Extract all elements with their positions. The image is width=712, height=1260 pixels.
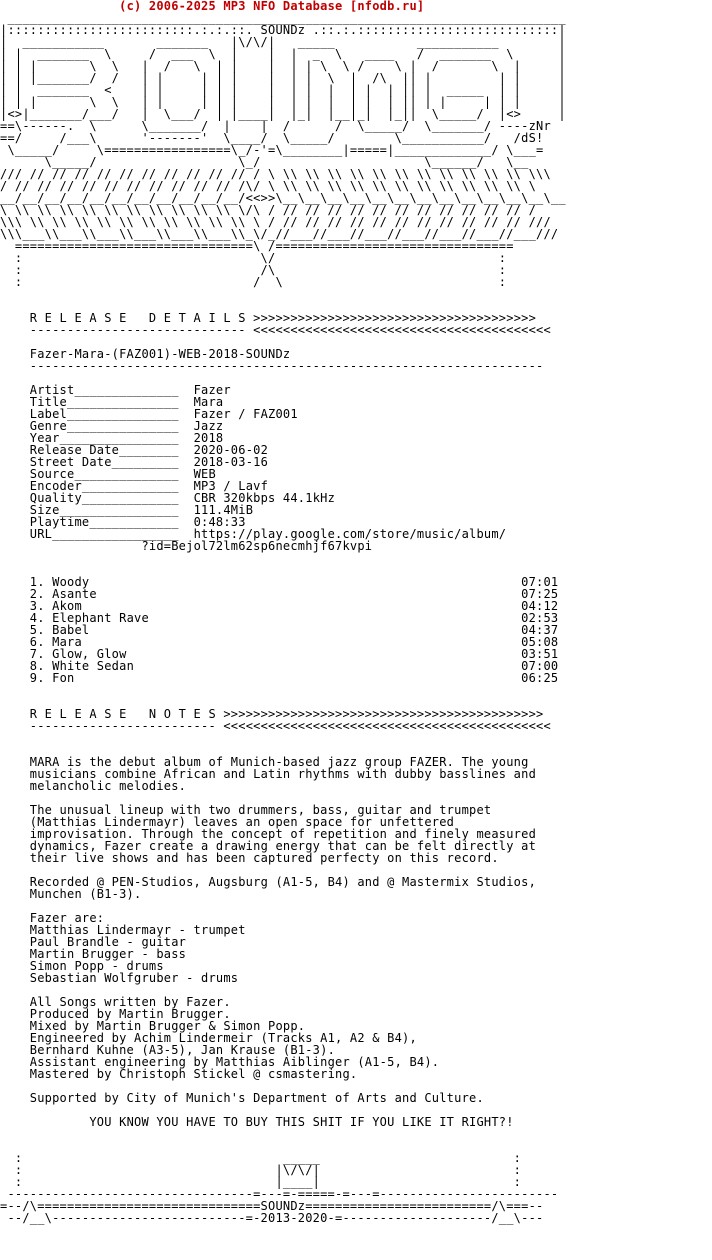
field-leader: _________ — [111, 455, 179, 469]
track-number: 7. — [29, 647, 45, 661]
weave-art-line: /// // // // // // // // // // // / \ \\ \\ \\ \\ \\ \\ \\ \\ \\ \\ \\ \\\ — [0, 167, 551, 181]
track-number: 1. — [29, 575, 45, 589]
track-title: Akom — [52, 599, 82, 613]
track-title: Glow, Glow — [52, 647, 127, 661]
notes-text: Martin Brugger - bass — [29, 947, 187, 961]
footer-art — [0, 1152, 566, 1224]
notes-text: dynamics, Fazer create a drawing energy that can be felt directly at — [29, 839, 537, 853]
track-title: Asante — [52, 587, 97, 601]
track-time: 07:00 — [521, 659, 559, 673]
field-label: Year — [29, 431, 60, 445]
spacer — [0, 1128, 566, 1140]
weave-art-line: ================================\ /================================ — [0, 239, 514, 253]
field-label: Source — [29, 467, 75, 481]
track-time: 06:25 — [521, 671, 559, 685]
notes-text: Fazer are: — [29, 911, 105, 925]
track-time: 07:01 — [521, 575, 559, 589]
track-title: Woody — [52, 575, 90, 589]
spacer — [0, 684, 566, 696]
field-leader: ____________ — [89, 515, 179, 529]
notes-line — [0, 972, 566, 984]
field-value: WEB — [193, 467, 216, 481]
field-value[interactable]: https://play.google.com/store/music/album/ — [193, 527, 507, 541]
field-value: Mara — [193, 395, 224, 409]
notes-line — [0, 888, 566, 900]
notes-text: musicians combine African and Latin rhythms with dubby basslines and — [29, 767, 537, 781]
field-label: Artist — [29, 383, 75, 397]
release-notes-title: R E L E A S E N O T E S — [29, 707, 216, 721]
spacer — [0, 552, 566, 564]
release-name-rule — [0, 360, 566, 372]
track-number: 3. — [29, 599, 45, 613]
field-leader: _____________ — [81, 491, 179, 505]
notes-text: Mixed by Martin Brugger & Simon Popp. — [29, 1019, 306, 1033]
field-value: Fazer — [193, 383, 231, 397]
release-name: Fazer-Mara-(FAZ001)-WEB-2018-SOUNDz — [29, 347, 291, 361]
closing-text: YOU KNOW YOU HAVE TO BUY THIS SHIT IF YOU LIKE IT RIGHT?! — [89, 1115, 514, 1129]
credit-text: (c) 2006-2025 MP3 NFO Database [nfodb.ru] — [119, 0, 425, 13]
track-time: 04:37 — [521, 623, 559, 637]
notes-text: (Matthias Lindermayr) leaves an open space for unfettered — [29, 815, 455, 829]
notes-text: Engineered by Achim Lindermeir (Tracks A1, A2 & B4), — [29, 1031, 417, 1045]
release-notes-underline — [0, 720, 566, 732]
heading-arrows: >>>>>>>>>>>>>>>>>>>>>>>>>>>>>>>>>>>>>>>>>>> — [223, 707, 544, 721]
field-label: Size — [29, 503, 60, 517]
field-value: Jazz — [193, 419, 224, 433]
notes-line — [0, 780, 566, 792]
weave-art-line: : / \ : — [0, 275, 507, 289]
footer-art-line: ---------------------------------=---=-=====-=---=------------------------ — [0, 1187, 559, 1201]
release-notes-body — [0, 756, 566, 1104]
notes-line — [0, 852, 566, 864]
track-number: 4. — [29, 611, 45, 625]
weave-art-line: : /\ : — [0, 263, 507, 277]
footer-art-line: =--/\==============================SOUNDz=========================/\===-- — [0, 1199, 544, 1213]
track-title: Mara — [52, 635, 82, 649]
notes-text: Matthias Lindermayr - trumpet — [29, 923, 246, 937]
logo-art-line: | ___________ _______ |\/\/| _____ ___________ | — [0, 35, 566, 49]
track-number: 2. — [29, 587, 45, 601]
release-details-underline — [0, 324, 566, 336]
spacer — [0, 288, 566, 300]
field-value: 111.4MiB — [193, 503, 254, 517]
field-value: 2020-06-02 — [193, 443, 269, 457]
track-sep — [45, 671, 52, 685]
weave-art-line: / // // // // // // // // // // /\/ \ \\ \\ \\ \\ \\ \\ \\ \\ \\ \\ \\ \ — [0, 179, 537, 193]
notes-text: Bernhard Kuhne (A3-5), Jan Krause (B1-3). — [29, 1043, 336, 1057]
field-label: Encoder — [29, 479, 82, 493]
notes-text: The unusual lineup with two drummers, bass, guitar and trumpet — [29, 803, 492, 817]
rule-dashes: --------------------------------------------------------------------- — [29, 359, 544, 373]
notes-text: Paul Brandle - guitar — [29, 935, 187, 949]
field-value: 0:48:33 — [193, 515, 246, 529]
track-title: White Sedan — [52, 659, 135, 673]
notes-line — [0, 1092, 566, 1104]
track-number: 6. — [29, 635, 45, 649]
track-time: 07:25 — [521, 587, 559, 601]
notes-text: Mastered by Christoph Stickel @ csmastering. — [29, 1067, 358, 1081]
field-value: 2018-03-16 — [193, 455, 269, 469]
tracklist — [0, 576, 566, 684]
release-details-title: R E L E A S E D E T A I L S — [29, 311, 246, 325]
logo-art-line: | | _______ \ / ___ \ | | | _ \ ____ / _______ \ | — [0, 47, 566, 61]
closing-line — [0, 1116, 566, 1128]
notes-text: Recorded @ PEN-Studios, Augsburg (A1-5, B4) and @ Mastermix Studios, — [29, 875, 537, 889]
field-leader: _____________ — [81, 479, 179, 493]
url-continuation[interactable]: ?id=Bejol72lm62sp6necmhjf67kvpi — [141, 539, 373, 553]
logo-art-line: ==/ /___\ '-------' \____/ \_____/ \___________/ /dS! — [0, 131, 544, 145]
track-number: 8. — [29, 659, 45, 673]
field-label: Quality — [29, 491, 82, 505]
field-label: Genre — [29, 419, 68, 433]
field-leader: _______________ — [67, 419, 179, 433]
logo-art-line: | | |_______/ / | | | | | | | | \ | /\ || | | | | — [0, 71, 566, 85]
field-leader: _______________ — [67, 395, 179, 409]
track-number: 9. — [29, 671, 45, 685]
logo-art-line: | | | \ \ | / \ | | | | | \ \ / \ | / \ | | — [0, 59, 566, 73]
underline-dashes: ------------------------- — [29, 719, 216, 733]
logo-art-line: |:::::::::::::::::::::::::.:.:.::. SOUNDz .::.:.:::::::::::::::::::::::::::| — [0, 23, 566, 37]
notes-text: All Songs written by Fazer. — [29, 995, 231, 1009]
notes-text: Supported by City of Munich's Department of Arts and Culture. — [29, 1091, 484, 1105]
notes-text: Assistant engineering by Matthias Aiblinger (A1-5, B4). — [29, 1055, 440, 1069]
track-time: 02:53 — [521, 611, 559, 625]
underline-arrows: <<<<<<<<<<<<<<<<<<<<<<<<<<<<<<<<<<<<<<<<<<<< — [223, 719, 551, 733]
field-leader: ________________ — [59, 503, 179, 517]
track-title: Elephant Rave — [52, 611, 149, 625]
weave-border-art — [0, 168, 566, 288]
notes-text: improvisation. Through the concept of repetition and finely measured — [29, 827, 537, 841]
field-leader: ________________ — [59, 431, 179, 445]
track-number: 5. — [29, 623, 45, 637]
notes-line — [0, 1068, 566, 1080]
underline-dashes: ----------------------------- — [29, 323, 246, 337]
field-label: Title — [29, 395, 68, 409]
field-value: MP3 / Lavf — [193, 479, 269, 493]
weave-art-line: \ \\ \\ \\ \\ \\ \\ \\ \\ \\ \\ \/\ / // // // // // // // // // // // / — [0, 203, 537, 217]
track-fill — [74, 671, 521, 685]
release-fields — [0, 384, 566, 540]
field-leader: _________________ — [52, 527, 179, 541]
field-leader: ______________ — [74, 467, 179, 481]
field-value: Fazer / FAZ001 — [193, 407, 298, 421]
url-continuation-line — [0, 540, 566, 552]
logo-art-line: \_____/ \=================\_/-'=\________|=====|_____________/ \___= — [0, 143, 544, 157]
footer-art-line: : |____| : — [0, 1175, 522, 1189]
field-label: Release Date — [29, 443, 120, 457]
notes-text: Produced by Martin Brugger. — [29, 1007, 231, 1021]
field-label: Street Date — [29, 455, 112, 469]
soundz-logo-art — [0, 12, 566, 168]
logo-art-line: | | _______ < | | | | | | | | | | | | || | _____ | | | — [0, 83, 566, 97]
field-leader: _______________ — [67, 407, 179, 421]
field-value: 2018 — [193, 431, 224, 445]
logo-art-line: | | | \ \ | | | | | | | | | | | | || | | | | | | — [0, 95, 566, 109]
logo-art-line: |<>|_______/___/ | \___/ | |____| |_| |__|_| |_|| \_____/ |<> | — [0, 107, 566, 121]
heading-arrows: >>>>>>>>>>>>>>>>>>>>>>>>>>>>>>>>>>>>>> — [253, 311, 537, 325]
notes-text: Simon Popp - drums — [29, 959, 164, 973]
track-title: Fon — [52, 671, 75, 685]
spacer — [0, 732, 566, 744]
logo-art-line: \_____/ \_/ \______/ \__ — [0, 155, 529, 169]
track-row — [0, 672, 566, 684]
track-time: 03:51 — [521, 647, 559, 661]
field-label: URL — [29, 527, 53, 541]
logo-art-line: ___________________________________________________________________________ — [0, 11, 566, 25]
weave-art-line: \\\ \\ \\ \\ \\ \\ \\ \\ \\ \\ \\ \ / // // // // // // // // // // // /// — [0, 215, 551, 229]
track-time: 05:08 — [521, 635, 559, 649]
notes-text: melancholic melodies. — [29, 779, 187, 793]
field-leader: ______________ — [74, 383, 179, 397]
notes-text: their live shows and has been captured perfecty on this record. — [29, 851, 499, 865]
track-time: 04:12 — [521, 599, 559, 613]
footer-art-line: : |\/\/| : — [0, 1163, 522, 1177]
field-label: Label — [29, 407, 68, 421]
field-label: Playtime — [29, 515, 90, 529]
track-title: Babel — [52, 623, 90, 637]
weave-art-line: : \/ : — [0, 251, 507, 265]
weave-art-line: \\\___\\___\\___\\___\\___\\___\\_\/_//___//___//___//___//___//___//___/// — [0, 227, 559, 241]
field-leader: ________ — [119, 443, 179, 457]
logo-art-line: ==\------. \ \_______/ | | / / \_____/ \_______/ ----zNr — [0, 119, 551, 133]
notes-text: Sebastian Wolfgruber - drums — [29, 971, 239, 985]
notes-text: MARA is the debut album of Munich-based jazz group FAZER. The young — [29, 755, 529, 769]
field-value: CBR 320kbps 44.1kHz — [193, 491, 336, 505]
underline-arrows: <<<<<<<<<<<<<<<<<<<<<<<<<<<<<<<<<<<<<<<< — [253, 323, 551, 337]
weave-art-line: __/__/__/__/__/__/__/__/__/__/__/<<>>\__\__\__\__\__\__\__\__\__\__\__\__\__ — [0, 191, 566, 205]
footer-art-line: : _____ : — [0, 1151, 522, 1165]
notes-text: Munchen (B1-3). — [29, 887, 142, 901]
footer-art-line: --/__\--------------------------=-2013-2020-=--------------------/__\--- — [0, 1211, 544, 1225]
